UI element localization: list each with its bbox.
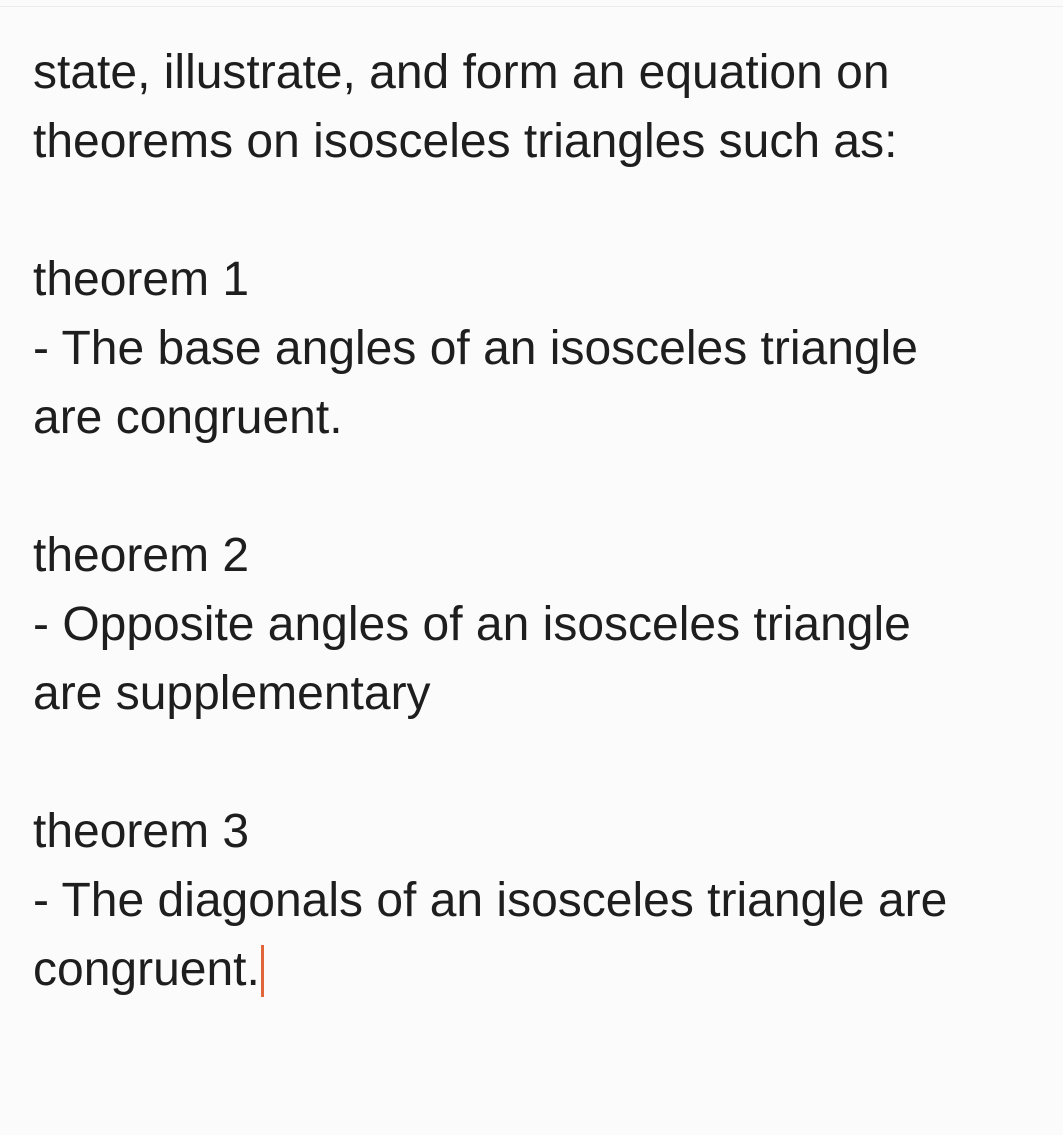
theorem-3-title: theorem 3	[33, 805, 250, 858]
blank-line	[33, 728, 1043, 797]
theorem-2-line-2: are supplementary	[33, 667, 431, 720]
blank-line	[33, 452, 1043, 521]
text-cursor	[261, 945, 264, 997]
theorem-3-line-2-wrapper	[33, 935, 1043, 1004]
theorem-2-title: theorem 2	[33, 529, 250, 582]
theorem-3-line-2: congruent.	[33, 943, 260, 996]
intro-line-1: state, illustrate, and form an equation on	[33, 46, 890, 99]
theorem-1-line-2: are congruent.	[33, 391, 343, 444]
intro-line-2: theorems on isosceles triangles such as:	[33, 115, 898, 168]
theorem-2-line-1: - Opposite angles of an isosceles triangle	[33, 598, 911, 651]
theorem-3-line-1: - The diagonals of an isosceles triangle are	[33, 874, 948, 927]
top-divider	[0, 6, 1063, 7]
note-editor[interactable]	[33, 38, 1043, 1004]
theorem-1-line-1: - The base angles of an isosceles triangle	[33, 322, 918, 375]
blank-line	[33, 176, 1043, 245]
theorem-1-title: theorem 1	[33, 253, 250, 306]
